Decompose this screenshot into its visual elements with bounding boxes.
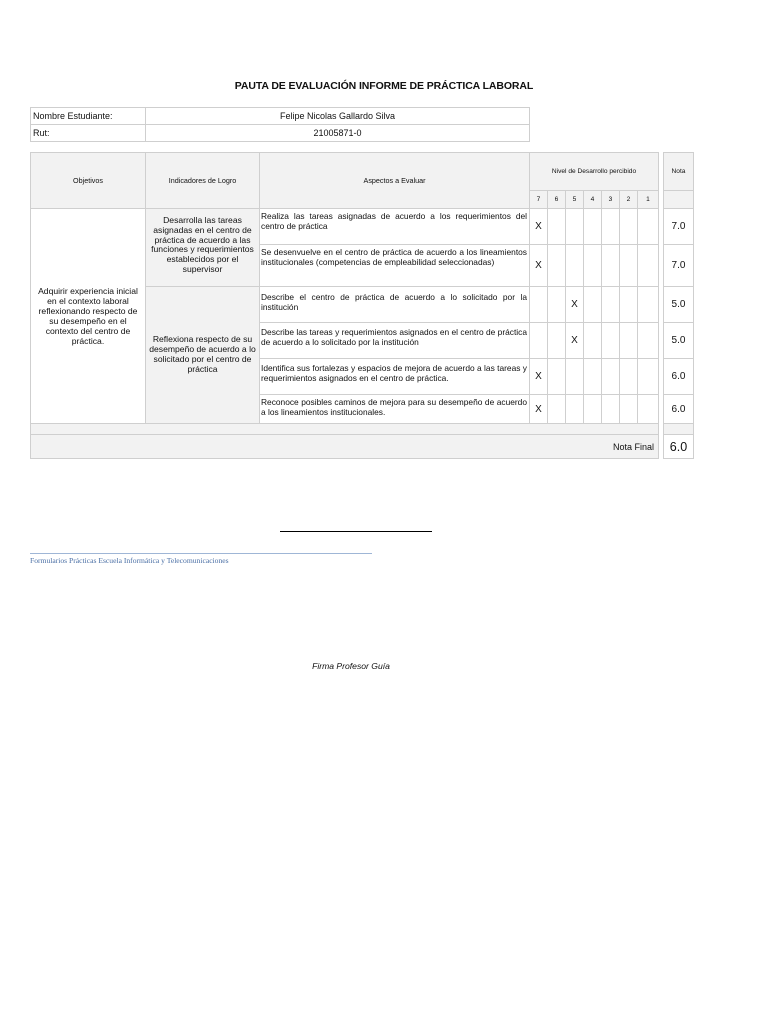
empty-cell: [637, 286, 659, 323]
aspecto-row-6: [259, 394, 530, 424]
empty-cell: [583, 358, 602, 395]
footer-text: Formularios Prácticas Escuela Informática y Telecomunicaciones: [30, 556, 229, 565]
empty-cell: [583, 208, 602, 245]
nota-row-6: 6.0: [663, 394, 694, 424]
nota-row-5: 6.0: [663, 358, 694, 395]
mark-row-4-level-5: X: [565, 322, 584, 359]
header-objetivos: Objetivos: [30, 152, 146, 209]
empty-cell: [601, 322, 620, 359]
empty-cell: [619, 322, 638, 359]
empty-cell: [619, 394, 638, 424]
aspecto-text-2: Se desenvuelve en el centro de práctica de acuerdo a los lineamientos institucionales (competencias de empleabilidad seleccionadas): [261, 247, 527, 267]
empty-cell: [565, 244, 584, 287]
empty-cell: [547, 358, 566, 395]
document-title: PAUTA DE EVALUACIÓN INFORME DE PRÁCTICA LABORAL: [234, 80, 534, 92]
empty-cell: [601, 244, 620, 287]
empty-cell: [637, 322, 659, 359]
empty-cell: [637, 358, 659, 395]
empty-cell: [619, 286, 638, 323]
level-header-6: 6: [547, 190, 566, 209]
empty-cell: [529, 286, 548, 323]
aspecto-row-1: [259, 208, 530, 245]
aspecto-text-1: Realiza las tareas asignadas de acuerdo a los requerimientos del centro de práctica: [261, 211, 527, 231]
level-header-4: 4: [583, 190, 602, 209]
level-header-7: 7: [529, 190, 548, 209]
aspecto-text-3: Describe el centro de práctica de acuerdo a lo solicitado por la institución: [261, 292, 527, 312]
level-header-3: 3: [601, 190, 620, 209]
empty-cell: [637, 394, 659, 424]
aspecto-text-4: Describe las tareas y requerimientos asignados en el centro de práctica de acuerdo a lo solicitado por la institución: [261, 327, 527, 347]
nota-final-value: 6.0: [663, 434, 694, 459]
header-nota: Nota: [663, 152, 694, 191]
nota-row-1: 7.0: [663, 208, 694, 245]
header-indicadores: Indicadores de Logro: [145, 152, 260, 209]
empty-cell: [637, 208, 659, 245]
nota-final-label: Nota Final: [30, 434, 659, 459]
mark-row-6-level-7: X: [529, 394, 548, 424]
header-nivel: Nivel de Desarrollo percibido: [529, 152, 659, 191]
empty-cell: [601, 208, 620, 245]
empty-cell: [619, 244, 638, 287]
objetivo-cell: [30, 208, 146, 424]
aspecto-row-5: [259, 358, 530, 395]
empty-cell: [583, 322, 602, 359]
empty-cell: [601, 394, 620, 424]
empty-cell: [547, 394, 566, 424]
empty-cell: [583, 244, 602, 287]
indicador-text-1: Desarrolla las tareas asignadas en el centro de práctica de acuerdo a las funciones y requerimientos establecidos por el supervisor: [151, 215, 254, 274]
empty-cell: [529, 322, 548, 359]
empty-cell: [583, 394, 602, 424]
aspecto-row-4: [259, 322, 530, 359]
empty-cell: [547, 244, 566, 287]
indicador-cell-1: [145, 208, 260, 287]
aspecto-row-2: [259, 244, 530, 287]
student-name-value: Felipe Nicolas Gallardo Silva: [145, 107, 530, 125]
rut-label: Rut:: [30, 124, 146, 142]
header-nota-sub: [663, 190, 694, 209]
empty-cell: [565, 394, 584, 424]
level-header-5: 5: [565, 190, 584, 209]
nota-row-3: 5.0: [663, 286, 694, 323]
mark-row-3-level-5: X: [565, 286, 584, 323]
empty-cell: [547, 322, 566, 359]
indicador-cell-2: [145, 286, 260, 424]
mark-row-1-level-7: X: [529, 208, 548, 245]
empty-cell: [583, 286, 602, 323]
mark-row-5-level-7: X: [529, 358, 548, 395]
empty-cell: [601, 286, 620, 323]
student-name-label: Nombre Estudiante:: [30, 107, 146, 125]
empty-cell: [601, 358, 620, 395]
footer-rule: [30, 553, 372, 554]
rut-value: 21005871-0: [145, 124, 530, 142]
empty-cell: [565, 208, 584, 245]
signature-line: [280, 531, 432, 532]
empty-cell: [637, 244, 659, 287]
objetivo-text: Adquirir experiencia inicial en el contexto laboral reflexionando respecto de su desempeño en el contexto del centro de práctica.: [38, 286, 138, 346]
empty-cell: [619, 358, 638, 395]
level-header-1: 1: [637, 190, 659, 209]
aspecto-text-5: Identifica sus fortalezas y espacios de mejora de acuerdo a las tareas y requerimientos asignados en el centro de práctica.: [261, 363, 527, 383]
empty-cell: [619, 208, 638, 245]
mark-row-2-level-7: X: [529, 244, 548, 287]
aspecto-row-3: [259, 286, 530, 323]
nota-row-4: 5.0: [663, 322, 694, 359]
empty-cell: [565, 358, 584, 395]
indicador-text-2: Reflexiona respecto de su desempeño de acuerdo a lo solicitado por el centro de práctica: [149, 334, 256, 374]
empty-cell: [547, 208, 566, 245]
aspecto-text-6: Reconoce posibles caminos de mejora para su desempeño de acuerdo a los lineamientos institucionales.: [261, 397, 527, 417]
signature-label: Firma Profesor Guía: [312, 661, 390, 671]
empty-cell: [547, 286, 566, 323]
level-header-2: 2: [619, 190, 638, 209]
header-aspectos: Aspectos a Evaluar: [259, 152, 530, 209]
nota-row-2: 7.0: [663, 244, 694, 287]
